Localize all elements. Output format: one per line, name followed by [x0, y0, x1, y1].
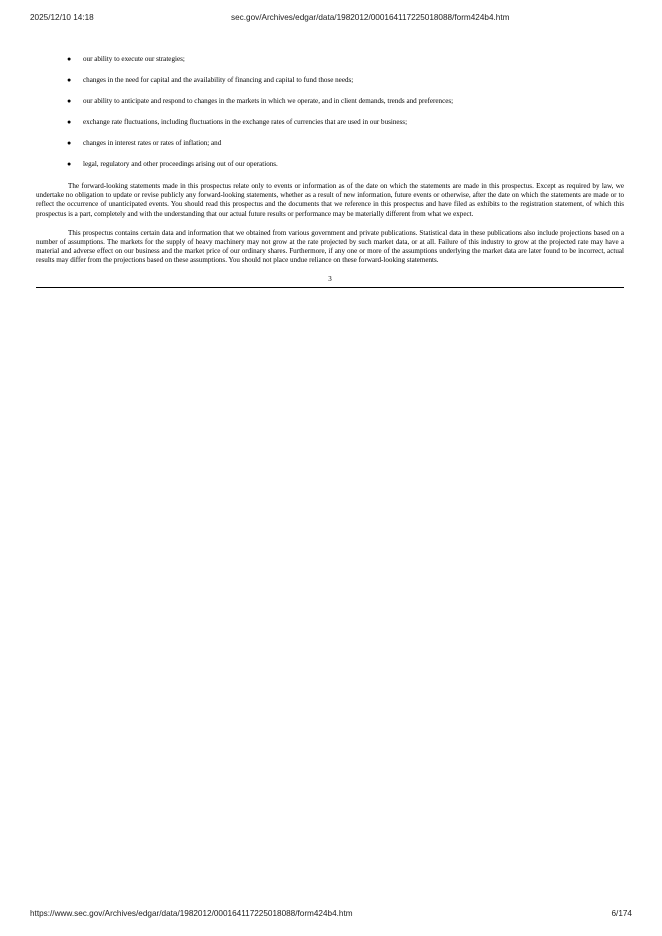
- list-item-text: our ability to anticipate and respond to changes in the markets in which we operate, and in client demands, trends and preferences;: [83, 97, 454, 105]
- list-item: [36, 97, 624, 118]
- list-item: [36, 139, 624, 160]
- list-item: [36, 55, 624, 76]
- forward-looking-statements-paragraph: The forward-looking statements made in this prospectus relate only to events or information as of the date on which the statements are made in this prospectus. Except as required by law, we undertake no obligation to update or revise publicly any forward-looking statements, whether as a result of new information, future events or otherwise, after the date on which the statements are made or to reflect the occurrence of unanticipated events. You should read this prospectus and the documents that we reference in this prospectus and have filed as exhibits to the registration statement, of which this prospectus is a part, completely and with the understanding that our actual future results or performance may be materially different from what we expect.: [36, 182, 624, 218]
- bullet-icon: ●: [67, 55, 72, 63]
- list-item-text: legal, regulatory and other proceedings arising out of our operations.: [83, 160, 278, 168]
- bullet-icon: ●: [67, 97, 72, 105]
- list-item: [36, 76, 624, 97]
- forward-looking-risk-list: [36, 55, 624, 181]
- bullet-icon: ●: [67, 76, 72, 84]
- list-item: [36, 118, 624, 139]
- list-item: [36, 160, 624, 181]
- print-header: [30, 13, 632, 27]
- page-number: 3: [328, 274, 332, 283]
- print-footer: [30, 909, 632, 923]
- page-divider: [36, 287, 624, 288]
- list-item-text: changes in interest rates or rates of inflation; and: [83, 139, 222, 147]
- bullet-icon: ●: [67, 139, 72, 147]
- print-datetime: 2025/12/10 14:18: [30, 13, 94, 22]
- print-page-indicator: 6/174: [611, 909, 632, 918]
- market-data-paragraph: This prospectus contains certain data and information that we obtained from various government and private publications. Statistical data in these publications also include projections based on a number of assumptions. The markets for the supply of heavy machinery may not grow at the rate projected by such market data, or at all. Failure of this industry to grow at the projected rate may have a material and adverse effect on our business and the market price of our ordinary shares. Furthermore, if any one or more of the assumptions underlying the market data are later found to be incorrect, actual results may differ from the projections based on these assumptions. You should not place undue reliance on these forward-looking statements.: [36, 228, 624, 265]
- list-item-text: changes in the need for capital and the availability of financing and capital to fund those needs;: [83, 76, 354, 84]
- print-footer-url: https://www.sec.gov/Archives/edgar/data/1982012/000164117225018088/form424b4.htm: [30, 909, 353, 918]
- bullet-icon: ●: [67, 118, 72, 126]
- document-body: [36, 55, 624, 288]
- print-header-url: sec.gov/Archives/edgar/data/1982012/000164117225018088/form424b4.htm: [231, 13, 510, 22]
- list-item-text: exchange rate fluctuations, including fluctuations in the exchange rates of currencies that are used in our business;: [83, 118, 408, 126]
- bullet-icon: ●: [67, 160, 72, 168]
- list-item-text: our ability to execute our strategies;: [83, 55, 185, 63]
